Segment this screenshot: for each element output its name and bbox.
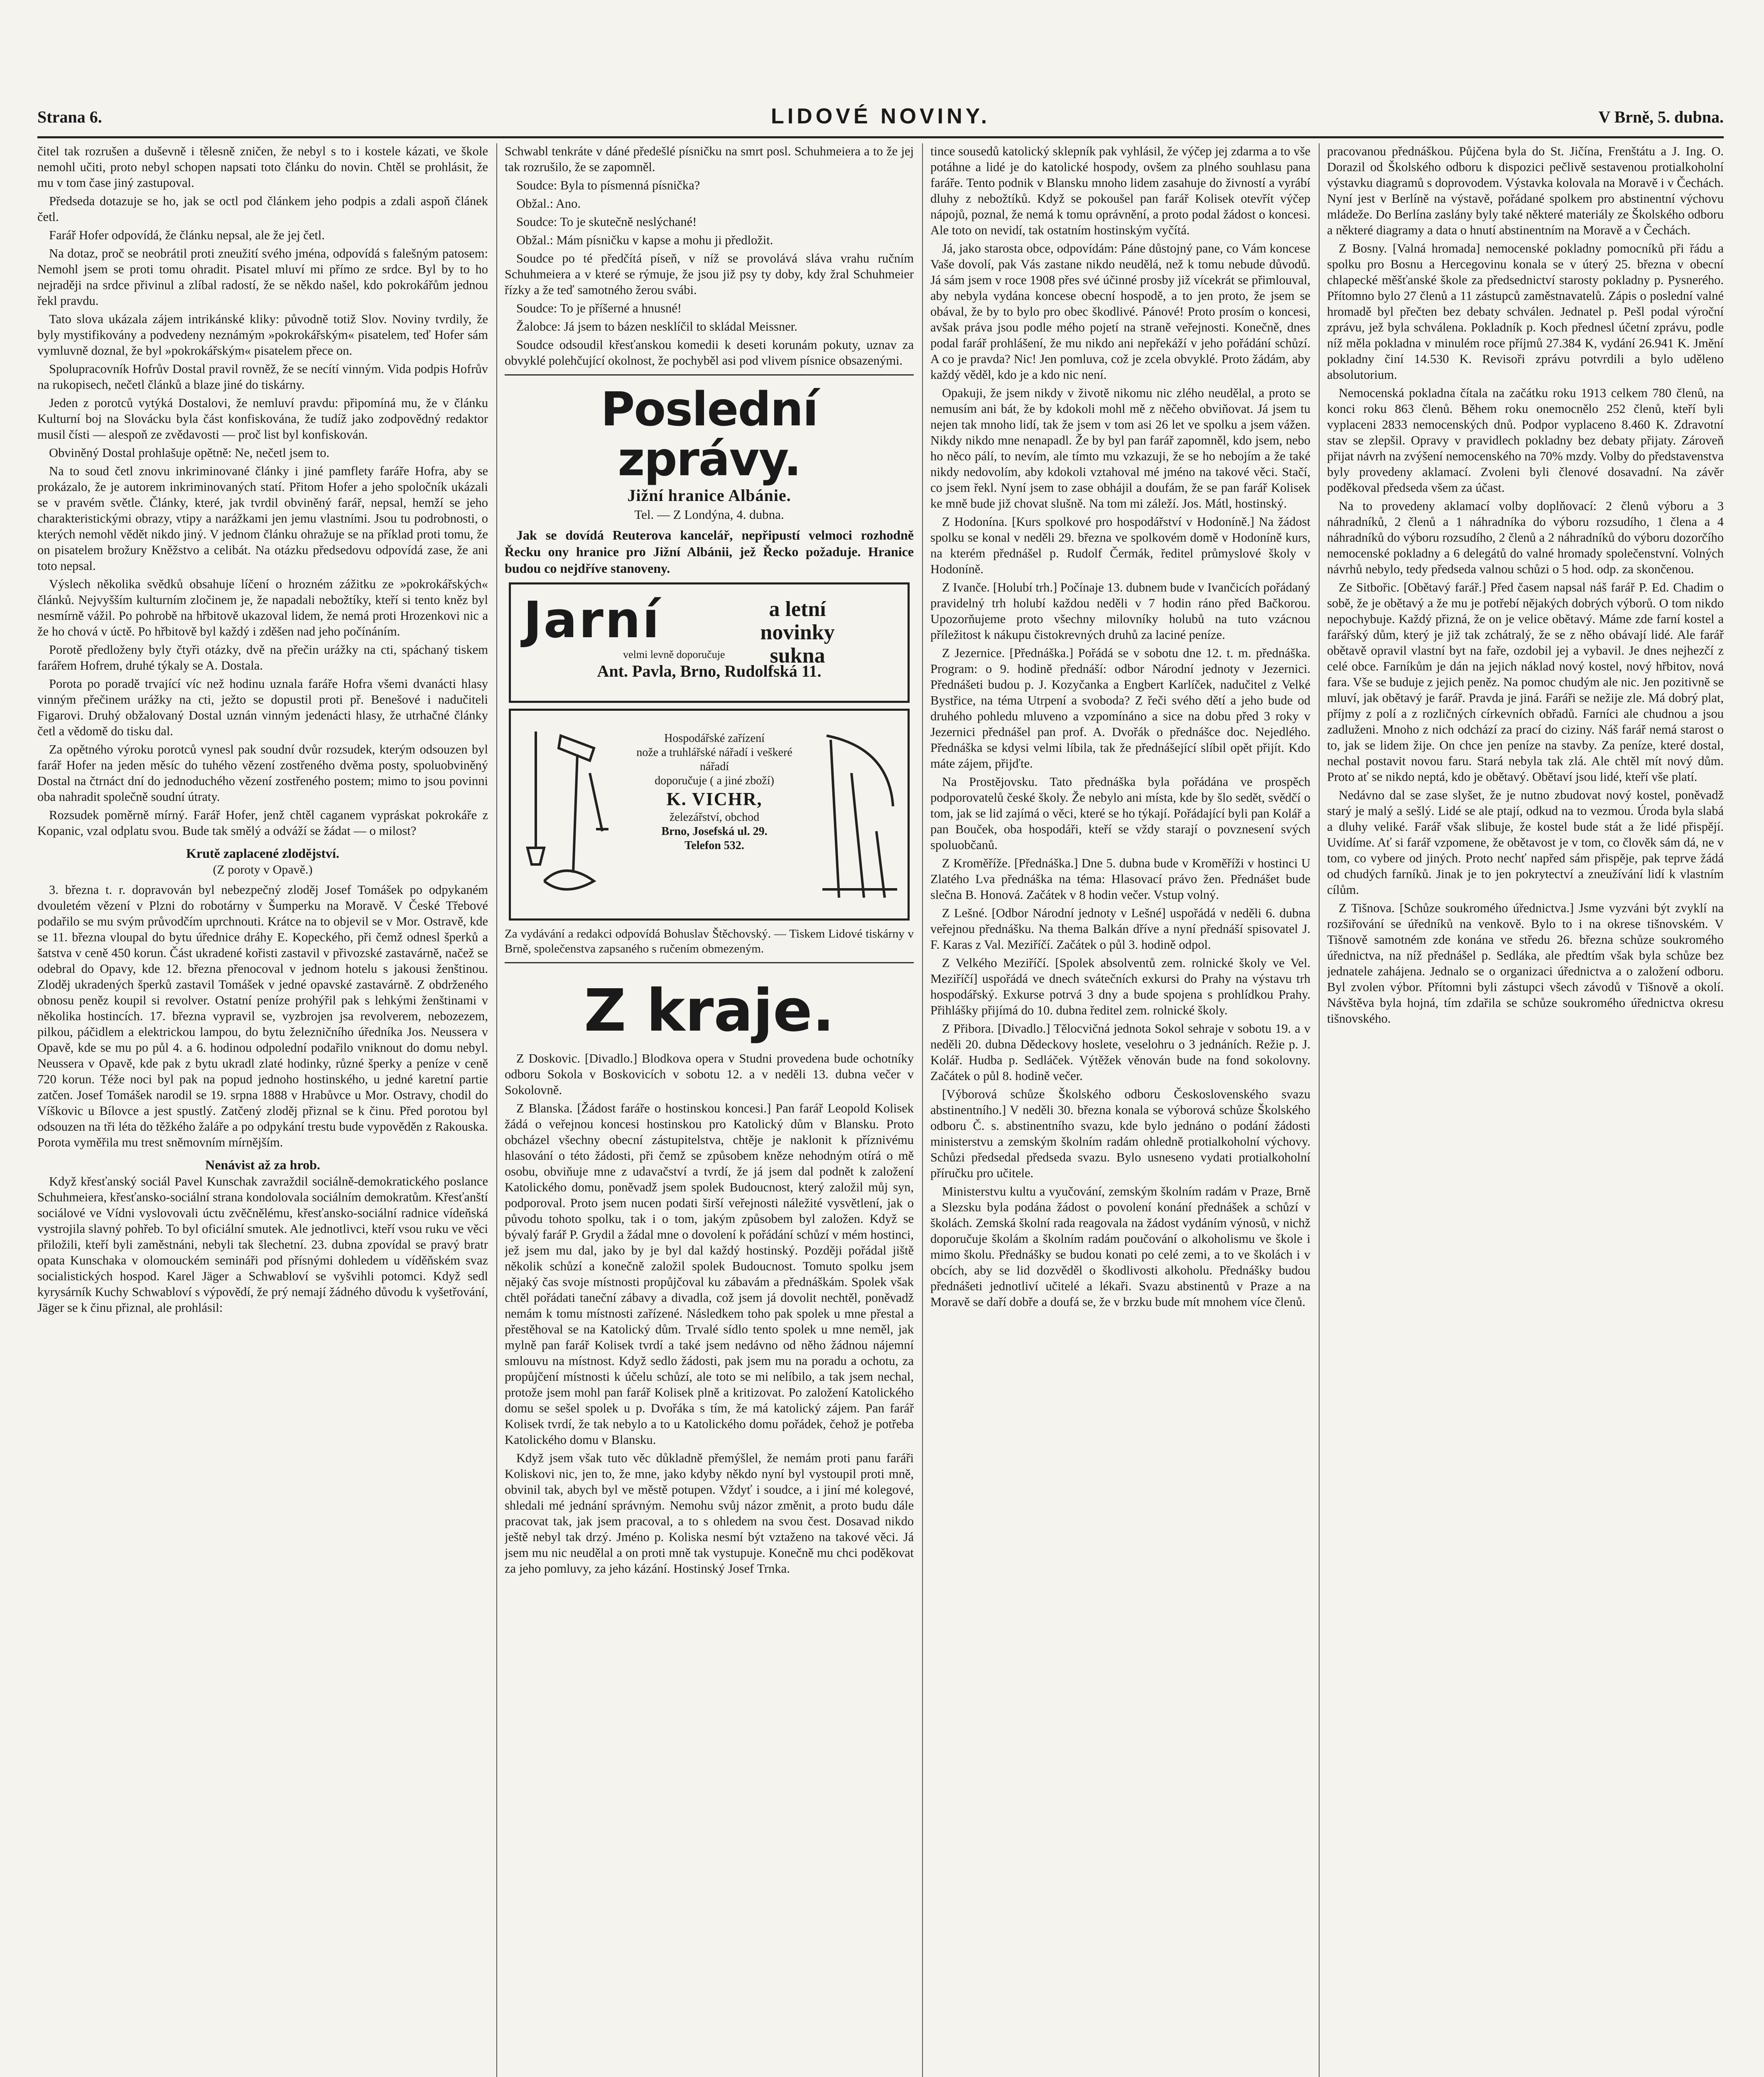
- article-paragraph: Spolupracovník Hofrův Dostal pravil rovněž, že se necítí vinným. Vida podpis Hofrův na rukopisech, nečetl článků a blaze jiné do tiskárny.: [37, 362, 488, 392]
- ad-phone: Telefon 532.: [685, 839, 744, 852]
- article-paragraph: Z Velkého Meziříčí. [Spolek absolventů zem. rolnické školy ve Vel. Meziříčí] uspořádá ve dnech svátečních exkursi do Prahy na výstavu trh hospodářský. Exkurse potrvá 3 dny a bude spojena s prohlídkou Prahy. Přihlášky přijímá do 10. dubna ředitel zem. rolnické školy.: [930, 956, 1310, 1017]
- article-paragraph: Z Doskovic. [Divadlo.] Blodkova opera v Studni provedena bude ochotníky odboru Sokola v Boskovicích v sobotu 12. a v neděli 13. dubna večer v Sokolovně.: [505, 1051, 914, 1097]
- article-paragraph: Když jsem však tuto věc důkladně přemýšlel, že nemám proti panu faráři Koliskovi nic, jen to, že mne, jako kdyby někdo nyní byl vystoupil proti mně, obvinil tak, abych byl ve městě potupen. Vždyť i soudce, a i jiní mé kolegové, shledali mé jednání správným. Nemohu svůj názor změnit, a proto budu dále pracovat tak, jak jsem pracoval, a to s ohledem na svou čest. Dosavad nikdo ještě nebyl tak drzý. Jméno p. Koliska nesmí být vztaženo na takové věci. Já jsem mu nic neudělal a on proti mně tak vystupuje. Konečně mu chci poděkovat za jeho pomluvy, za jeho kázání. Hostinský Josef Trnka.: [505, 1451, 914, 1576]
- article-paragraph: Porotě předloženy byly čtyři otázky, dvě na přečin urážky na cti, spáchaný tiskem farářem Hofrem, druhé týkaly se A. Dostala.: [37, 643, 488, 673]
- article-paragraph: Žalobce: Já jsem to bázen nesklíčil to skládal Meissner.: [516, 319, 797, 334]
- article-paragraph: Z Ivanče. [Holubí trh.] Počínaje 13. dubnem bude v Ivančicích pořádaný pravidelný trh holubí každou neděli v 7 hodin ráno před Bačkorou. Upozorňujeme proto všechny milovníky holubů na tuto vzácnou příležitost k nákupu čistokrevných druhů za laciné peníze.: [930, 580, 1310, 642]
- article-paragraph: tince sousedů katolický sklepník pak vyhlásil, že výčep jej zdarma a to vše potáhne a lidé je do katolické hospody, ovšem za plného souhlasu pana faráře. Tento podnik v Blansku mnoho lidem zasahuje do živností a vyrábí dluhy z nebožtíků. Když se pokoušel pan farář Kolisek otevřít výčep nápojů, poznal, že nemá k tomu oprávnění, a proto podal žádost o koncesi. Ale toto on nevidí, tak ostatním hostinským vyčítá.: [930, 144, 1310, 237]
- article-paragraph: Opakuji, že jsem nikdy v životě nikomu nic zlého neudělal, a proto se nemusím ani bát, že by kdokoli mohl mě z něčeho obviňovat. Já jsem tu nejen tak mnoho lidí, tak že jsem v tom asi 26 let ve spolku a jsem vážen. Nikdy nikdo mne nenapadl. Že by byl pan farář zapomněl, kdo jsem, nebo ho něco pálí, to nevím, ale tímto mu vzkazuji, že se ho nebojím a že také nikdy nedovolím, aby kdokoli vztahoval mé jméno na takové věci. Stačí, co jsem řekl. Nyní jsem to zase obhájil a doufám, že se pan farář Kolisek ke mně bude již chovat slušně. Na tom mi záleží. Jos. Mátl, hostinský.: [930, 386, 1310, 511]
- article-paragraph: Z Kroměříže. [Přednáška.] Dne 5. dubna bude v Kroměříži v hostinci U Zlatého Lva přednáška na téma: Hlasovací právo žen. Přednášet bude slečna B. Honová. Začátek v 8 hodin večer. Vstup volný.: [930, 856, 1310, 902]
- masthead: LIDOVÉ NOVINY.: [770, 104, 991, 128]
- article-paragraph: Z Tišnova. [Schůze soukromého úřednictva.] Jsme vyzváni být zvyklí na rozšiřování se úředníků na venkově. Bylo to i na okrese tišnovském. V Tišnově samotném zde konána ve středu 26. března schůze soukromého úřednictva, na níž přednášel p. Sedláka, ale předtím však byla schůze bez jednatele zahájena. Jednalo se o organizaci úřednictva a o založení odboru. Byl zvolen výbor. Přítomni byli zástupci všech závodů v Tišnově a okolí. Návštěva byla hojná, tím zdařila se schůze soukromého úřednictva okresu tišnovského.: [1327, 901, 1724, 1026]
- column-2: [505, 143, 914, 2077]
- ad-tagline: velmi levně doporučuje: [623, 648, 725, 660]
- page-header: [37, 104, 1724, 138]
- column-1: [37, 143, 488, 2077]
- article-paragraph: Jeden z porotců vytýká Dostalovi, že nemluví pravdu: připomíná mu, že v článku Kulturní boj na Slovácku byla část konfiskována, že tudíž jako zodpovědný redaktor musil čísti — alespoň ze zvědavosti — proč list byl konfiskován.: [37, 396, 488, 442]
- article-paragraph: čitel tak rozrušen a duševně i tělesně zničen, že nebyl s to i kostele kázati, ve škole nemohl učiti, proto nebyl schopen napsati toto článku do novin. Chtěl se prohlásit, že mu v tom čase jiný zastupoval.: [37, 144, 488, 190]
- article-paragraph: [Výborová schůze Školského odboru Československého svazu abstinentního.] V neděli 30. března konala se výborová schůze Školského odboru Č. s. abstinentního svazu, kde bylo jednáno o podání žádosti ministerstvu a zemským školním radám ohledně protialkoholní výchovy. Schůzi předsedal předseda svazu. Bylo usneseno vydati protialkoholní příručku pro učitele.: [930, 1087, 1310, 1180]
- advertisement-hardware: [509, 709, 910, 921]
- section-heading-news: Poslední zprávy.: [601, 383, 818, 486]
- article-paragraph: Já, jako starosta obce, odpovídám: Páne důstojný pane, co Vám koncese Vaše dovolí, pak Vás zastane nikdo neudělá, než k tomu nebude důvodů. Já sám jsem v roce 1908 přes své účinné prosby již vícekrát se přimlouval, aby nebyla vydána koncese obecní hospodě, a to jen proto, že jsem se obával, že by to bylo pro obec škodlivé. Pánové! Proto prosím o koncesi, avšak práva jsou podle mého pojetí na straně veřejnosti. Konečně, dnes podal farář prohlášení, že mu nikdo ani nepřekáží v jeho pořádání schůzí. A co je pravda? Nic! Jen pomluva, což je zcela obvyklé. Proto žádám, aby každý věděl, kdo je a kdo nic není.: [930, 241, 1310, 382]
- page-number: Strana 6.: [37, 108, 102, 126]
- article-paragraph: Z Blanska. [Žádost faráře o hostinskou koncesi.] Pan farář Leopold Kolisek žádá o veřejnou koncesi hostinskou pro Katolický dům v Blansku. Proto obcházel všechny obecní zástupitelstva, chtěje je naklonit k příznivému hlasování o této žádosti, při čemž se způsobem kněze nehodným otírá o mě osobu, obviňuje mne z udavačství a tvrdí, že já jsem dal podnět k založení Katolického domu, poněvadž jsem spolek Budoucnost, který založil můj syn, podporoval. Proto jsem nucen podati širší veřejnosti náležité vysvětlení, jak o původu tohoto spolku, tak i o tom, jakým způsobem byl založen. Když se bývalý farář P. Grydil a žádal mne o dovolení k pořádání schůzí v mém hostinci, jež jsem mu dal, jako by je byl dal každý hostinský. Později pořádal jiště několik schůzí a konečně založil spolek Budoucnost. Tomuto spolku jsem nějaký čas svoje místnosti propůjčoval ku zábavám a přednáškám. Spolek však chtěl pořádati taneční zábavy a divadla, což jsem já dovolit nechtěl, poněvadž nemám k tomu místnosti zařízené. Následkem toho pak spolek u mne přestal a přestěhoval se na Katolický dům. Trvalé sídlo tento spolek u mne neměl, jak mylně pan farář Kolisek tvrdí a také jsem nedávno od něho žádnou nájemní smlouvu na místnost. Když sedlo žádosti, pak jsem mu na poradu a ochotu, za propůjčení místnosti k účelu schůzí, ale toto se mi nelíbilo, a tak jsem nechal, protože jsem mohl pan farář Kolisek plně a kritizovat. Po založení Katolického domu se sešel spolek u p. Dvořáka s tím, že má katolický zájem. Pan farář Kolisek tvrdí, že tak nebylo a to u Katolického domu pořádek, čehož je potřeba Katolického domu v Blansku.: [505, 1101, 914, 1447]
- column-3: [930, 143, 1310, 2077]
- section-heading-regions: Z kraje.: [584, 977, 834, 1045]
- article-paragraph: Soudce: Byla to písmenná písnička?: [516, 178, 700, 192]
- section-rule: [505, 374, 914, 376]
- article-paragraph: Když křesťanský sociál Pavel Kunschak zavraždil sociálně-demokratického poslance Schuhmeiera, křesťansko-sociální strana kondolovala sociálním demokratům. Křesťanští sociálové ve Vídni vyslovovali úctu zvěčnělému, křesťansko-sociální radnice vídeňská vystrojila slavný pohřeb. To byl oficiální smutek. Ale jednotlivci, kteří vsou ruku ve věci přiložili, kteří byli zaměstnáni, nebyli tak šlechetní. 23. dubna zpovídal se pravý bratr opata Kunschaka v olomouckém semináři pod přísnými dohledem u víděňském svaz socialistických hospod. Karel Jäger a Schwabloví se vyšvihli potomci. Když sedl kyrysárník Kuchy Schwabloví s výpovědí, že prý nemají žádného důvodu k vyšetřování, Jäger se k činu přiznal, ale prohlásil:: [37, 1174, 488, 1315]
- article-paragraph: Obžal.: Mám písničku v kapse a mohu ji předložit.: [516, 233, 773, 247]
- ad-address: Brno, Josefská ul. 29.: [661, 825, 768, 838]
- article-paragraph: Nedávno dal se zase slyšet, že je nutno zbudovat nový kostel, poněvadž starý je malý a sešlý. Lidé se ale ptají, odkud na to vezmou. Úroda byla slabá a dluhy veliké. Farář však slibuje, že kostel bude stát a že lidé přispějí. Uvidíme. Ať si farář vzpomene, že obětavost je v tom, co člověk sám dá, ne v tom, co vybere od jiných. Proto nechť napřed sám přispěje, pak teprve žádá od chudých farníků. Jinak je to jen pokrytectví a zneužívání lidí k vlastním cílům.: [1327, 788, 1724, 897]
- column-4: [1327, 143, 1724, 2077]
- news-paragraph: Jak se dovídá Reuterova kancelář, nepřipustí velmoci rozhodně Řecku ony hranice pro Jižní Albánii, jež Řecko požaduje. Hranice budou co nejdříve stanoveny.: [505, 528, 914, 576]
- imprint-notice: Za vydávání a redakci odpovídá Bohuslav Štěchovský. — Tiskem Lidové tiskárny v Brně, společenstva zapsaného s ručením obmezeným.: [505, 927, 914, 955]
- article-paragraph: Porota po poradě trvající víc než hodinu uznala faráře Hofra všemi dvanácti hlasy vinným přečinem urážky na cti, ježto se dopustil proti př. Benešové i nadučiteli Figarovi. Druhý obžalovaný Dostal uznán vinným jedenácti hlasy, že utrhačné články četl a vědomě do tisku dal.: [37, 677, 488, 738]
- article-paragraph: Obviněný Dostal prohlašuje opětně: Ne, nečetl jsem to.: [49, 446, 330, 460]
- article-paragraph: Ministerstvu kultu a vyučování, zemským školním radám v Praze, Brně a Slezsku byla podána žádost o povolení konání přednášek a schůzí v školách. Zemská školní rada reagovala na žádost vydáním výnosů, v nichž doporučuje školám a školním radám poučování o alkoholismu ve škole i mimo školu. Přednášky se budou konati po celé zemi, a to ve školách i v obcích, aby se lid dozvěděl o škodlivosti alkoholu. Přednášky budou přednášeti jednotliví učitelé a lékaři. Svazu abstinentů v Praze a na Moravě se daří dobře a doufá se, že v brzku bude mít mnohem více členů.: [930, 1184, 1310, 1309]
- article-paragraph: Z Jezernice. [Přednáška.] Pořádá se v sobotu dne 12. t. m. přednáška. Program: o 9. hodině přednáší: odbor Národní jednoty v Jezernici. Přednášeti budou p. J. Kozyčanka a Engbert Karlíček, nadučitel z Velké Bystřice, na téma Utrpení a svoboda? Z řeči svého dětí a jeho bude od druhého pohledu mluveno a vzpomínáno a sice na dobu před 3 roky v Jezernici přednášel pan prof. A. Dvořák o přednášce doc. Nejedlého. Přednáška se kdysi velmi líbila, tak že přednášející slíbil opět přijít. Kdo máte zájem, přijďte.: [930, 646, 1310, 771]
- article-paragraph: Z Hodonína. [Kurs spolkové pro hospodářství v Hodoníně.] Na žádost spolku se konal v neděli 29. března ve spolkovém domě v Hodoníně kurs, na kterém přednášel p. Rudolf Čermák, ředitel průmyslové školy v Hodoníně.: [930, 515, 1310, 576]
- column-rule: [1319, 143, 1320, 2077]
- article-subheading: (Z poroty v Opavě.): [213, 863, 313, 876]
- article-paragraph: Na to soud četl znovu inkriminované články i jiné pamflety faráře Hofra, aby se prokázalo, že je autorem inkriminovaných statí. Přitom Hofer a jeho spoločník ukázali se v pravém světle. Články, které, jak tvrdil obviněný farář, nepsal, hemží se jeho charakteristickými obrazy, vtipy a narážkami jen jemu vlastními. Jsou tu podrobnosti, o kterých nemohl vědět nikdo jiný. V jednom článku ohražuje se na příklad proti tomu, že on pisatelem brožury Kněžstvo a celibát. Na otázku předsedovu odpovídá zase, že ani toto nepsal.: [37, 464, 488, 573]
- article-paragraph: Soudce: To je skutečně neslýchané!: [516, 215, 697, 229]
- article-paragraph: Předseda dotazuje se ho, jak se octl pod článkem jeho podpis a zdali aspoň článek četl.: [37, 194, 488, 224]
- article-paragraph: Z Lešné. [Odbor Národní jednoty v Lešné] uspořádá v neděli 6. dubna veřejnou přednášku. Na thema Balkán dříve a nyní přednáší spisovatel J. F. Karas z Val. Meziříčí. Začátek o půl 3. hodině odpol.: [930, 906, 1310, 952]
- news-dateline: Tel. — Z Londýna, 4. dubna.: [634, 507, 784, 522]
- article-paragraph: Na dotaz, proč se neobrátil proti zneužití svého jména, odpovídá s falešným patosem: Nemohl jsem se proti tomu ohradit. Pisatel mluví mi přímo ze srdce. Byl by to ho nejraději na srdce přivinul a zlíbal radostí, že se někdo našel, kdo pokrokářům jednou řekl pravdu.: [37, 246, 488, 308]
- ad-subtitle: a letní novinky sukna: [760, 597, 835, 668]
- article-paragraph: Soudce: To je příšerné a hnusné!: [516, 301, 682, 315]
- article-paragraph: Výslech několika svědků obsahuje líčení o hrozném zážitku ze »pokrokářských« článků. Nejvyšším kulturním zločinem je, že napadali nebožtíky, kteří si tento kněz byl nesmírně vážil. Po pohrobě na hřbitově ukazoval lidem, že nemá proti Hrozenkovi nic a že ho chová v úctě. Po hřbitově byl každý i zděšen nad jeho počínáním.: [37, 577, 488, 638]
- article-paragraph: pracovanou přednáškou. Půjčena byla do St. Jičína, Frenštátu a J. Ing. O. Dorazil od Školského odboru k dispozici pečlivě sestavenou protialkoholní výstavku diagramů s doprovodem. Výstavka kolovala na Moravě i v Čechách. Nyní jest v Berlíně na výstavě, pořádané spolkem pro abstinentní výchovu mládeže. Do Berlína zaslány byly také některé materiály ze Školského odboru a některé diagramy a data o hnutí abstinentním na Moravě a v Čechách.: [1327, 144, 1724, 237]
- article-paragraph: Rozsudek poměrně mírný. Farář Hofer, jenž chtěl caganem vypráskat pokrokáře z Kopanic, vzal odplatu svou. Bude tak smělý a odváží se žádat — o milost?: [37, 808, 488, 838]
- article-paragraph: Soudce odsoudil křesťanskou komedii k deseti korunám pokuty, uznav za obvyklé polehčující okolnost, že pochyběl asi pod vlivem písnice obsazenými.: [505, 338, 914, 368]
- article-paragraph: Na Prostějovsku. Tato přednáška byla pořádána ve prospěch podporovatelů české školy. Že nebylo ani místa, kde by šlo sedět, svědčí o tom, jak se lid zajímá o věci, které se ho týkají. Pořádající byli pan Kolář a pan Bouček, oba hospodáři, kteří se vždy starají o povznesení svých spoluobčanů.: [930, 775, 1310, 852]
- advertisement-spring-novelties: [509, 582, 910, 703]
- news-subheading: Jižní hranice Albánie.: [627, 486, 791, 505]
- ad-text: Hospodářské zařízení nože a truhlářské nářadí i veškeré nářadí doporučuje ( a jiné zboží) K. VICHR, železářství, obchod Brno, Josefská ul. 29. Telefon 532.: [623, 732, 806, 853]
- ad-company-name: K. VICHR,: [666, 789, 763, 809]
- article-paragraph: Tato slova ukázala zájem intrikánské kliky: původně totiž Slov. Noviny tvrdily, že byly mystifikovány a podvedeny neznámým »pokrokářským« pisatelem, teď Hofer sám vymluvně doznal, že byl »pokrokářským« pisatelem přece on.: [37, 312, 488, 358]
- article-paragraph: Farář Hofer odpovídá, že článku nepsal, ale že jej četl.: [49, 228, 325, 242]
- article-paragraph: Z Přibora. [Divadlo.] Tělocvičná jednota Sokol sehraje v sobotu 19. a v neděli 20. dubna Dědeckovy hoslete, veselohru o 3 jednáních. Režie p. J. Kolář. Hudba p. Sedláček. Výtěžek věnován bude na fond sokolovny. Začátek o půl 8. hodině večer.: [930, 1021, 1310, 1083]
- article-paragraph: Nemocenská pokladna čítala na začátku roku 1913 celkem 780 členů, na konci roku 863 členů. Během roku onemocnělo 252 členů, kteří byli vyplaceni 2833 nemocenských dnů. Podpor vyplaceno 8.460 K. Zdravotní stav se zlepšil. Opravy v pravidlech pokladny bez debaty přijaty. Zároveň přijat návrh na zvýšení nemocenského na 70% mzdy. Volby do představenstva byly provedeny aklamací. Zvoleni byli členové dosavadní. Na závěr poděkoval předseda všem za účast.: [1327, 386, 1724, 495]
- column-rule: [496, 143, 497, 2077]
- scythe-illustration-icon: [814, 723, 901, 906]
- article-paragraph: Na to provedeny aklamací volby doplňovací: 2 členů výboru a 3 náhradníků, 2 členů a 1 náhradníka do výboru rozsudího, 1 člena a 4 náhradníků do výboru rozsudího, 2 členů a 2 náhradníků do výboru dozorčího nemocenské pokladny a 6 delegátů do valné hromady společenstvní. Volných návrhů nebylo, tedy předseda valnou schůzi o 5 hod. odp. za skončenou.: [1327, 499, 1724, 576]
- column-rule: [922, 143, 923, 2077]
- tools-illustration-icon: [519, 723, 615, 906]
- article-paragraph: Za opětného výroku porotců vynesl pak soudní dvůr rozsudek, kterým odsouzen byl farář Hofer na jeden měsíc do tuhého vězení zostřeného dvěma posty, spoluobviněný Dostal na čtrnáct dní do jednoduchého vězení zostřeného postem; mimo to jsou povinni oba nahradit společně soudní útraty.: [37, 742, 488, 804]
- article-heading: Nenávist až za hrob.: [205, 1157, 320, 1172]
- article-paragraph: 3. března t. r. dopravován byl nebezpečný zloděj Josef Tomášek po odpykaném dvouletém vězení v Plzni do robotárny v Šumperku na Moravě. V České Třebové podařilo se mu svým průvodčím uprchnouti. Krátce na to objevil se v Mor. Ostravě, kde se 11. března vloupal do bytu úřednice dráhy E. Kopeckého, při čemž odnesl šperků a šatstva v ceně 450 korun. Část ukradené kořisti zastavil v přivozské zastavárně, načež se odebral do Opavy, kde 12. března přenocoval v jednom hotelu s jakousi ženštinou. Zloděj ukradených šperků zastavil Tomášek v jedné opavské zastavárně. Z obdrženého obnosu peněz koupil si revolver. Ostatní peníze prohýřil pak s lehkými ženštinami v několika hostincích. 17. března vypravil se, vyzbrojen jsa revolverem, nebozezem, pilkou, páčidlem a elektrickou lampou, do bytu železničního úředníka Jos. Neussera v Opavě, kde se mu po půl 4. a 6. hodinou odpolední podařilo vniknout do domu nebyl. Neussera v Opavě, kde pak z bytu ukradl zlaté hodinky, různé šperky a peníze v ceně 720 korun. Téže noci byl pak na popud jednoho hostinského, u jedné karetní partie zatčen. Josef Tomášek narodil se 19. srpna 1888 v Hrabůvce u Mor. Ostravy, chodil do Víškovic u Bílovce a jest spustlý. Zatčený zloděj přiznal se k činu. Před porotou byl odsouzen na tři léta do těžkého žaláře a po odpykání trestu bude vypověděn z Rakouska. Porota vyměřila mu trest sněmovním mírnějším.: [37, 883, 488, 1149]
- article-paragraph: Z Bosny. [Valná hromada] nemocenské pokladny pomocníků při řádu a spolku pro Bosnu a Hercegovinu konala se v úterý 25. března v obecní chlapecké měšťanské škole za předsednictví starosty pokladny p. Pysnerého. Přítomno bylo 27 členů a 11 zástupců zaměstnavatelů. Zápis o poslední valné hromadě byl přečten bez debaty schválen. Jednatel p. Pešl podal výroční zprávu, jež byla schválena. Pokladník p. Koch přednesl účetní zprávu, podle níž měla pokladna v minulém roce příjmů 27.384 K, vydání 26.941 K. Jmění pokladny činí 14.530 K. Revisoři zprávu potvrdili a bylo uděleno absolutorium.: [1327, 241, 1724, 382]
- article-paragraph: Ze Sitbořic. [Obětavý farář.] Před časem napsal náš farář P. Ed. Chadim o sobě, že je obětavý a že mu je potřebí nějakých dobrých výborů. O tom nikdo nepochybuje. Každý přizná, že on je velice obětavý. Máme zde farní kostel a farářský dům, který je již tak zchátralý, že se z něho obávají lidé. Ale farář obětavě opravil vlastní byt na faře, ozdobil jej a vybavil. Je dnes nejhezčí z celé obce. Farníkům je dán na jejich náklad nový kostel, nový hřbitov, nová fara. Vše se buduje z jejich peněz. Na pomoc chudým ale nic. Jen pozitivně se mluví, jak obětavý je farář. Pravda je jiná. Faráři se nežije zle. Má dobrý plat, příjmy z polí a z rozličných církevních obřadů. Farníci ale chudnou a jsou zadluženi. Mnoho z nich odchází za prací do ciziny. Náš farář nemá starost o to, jak se lidem žije. On chce jen peníze na stavby. Za peníze, které dostal, nechal postavit novou faru. Stará nebyla tak zlá. Ale chtěl mít nový dům. Proto ať se nikdo neptá, kdo je obětavý. Obětaví jsou lidé, kteří vše platí.: [1327, 580, 1724, 784]
- ad-headline: Jarní: [523, 592, 661, 649]
- section-rule: [505, 962, 914, 963]
- article-heading: Krutě zaplacené zlodějství.: [186, 846, 339, 861]
- article-paragraph: Obžal.: Ano.: [516, 196, 581, 211]
- issue-date: V Brně, 5. dubna.: [1598, 108, 1724, 126]
- article-paragraph: Schwabl tenkráte v dáné předešlé písničku na smrt posl. Schuhmeiera a to že jej tak rozrušilo, že se zapomněl.: [505, 144, 914, 174]
- article-paragraph: Soudce po té předčítá píseň, v níž se provolává sláva vrahu ručním Schuhmeiera a v které se rýmuje, že jsou již psy ty doby, kdy žral Schuhmeier řízky a že teď samotného žerou svábi.: [505, 251, 914, 297]
- ad-address: Ant. Pavla, Brno, Rudolfská 11.: [597, 662, 822, 680]
